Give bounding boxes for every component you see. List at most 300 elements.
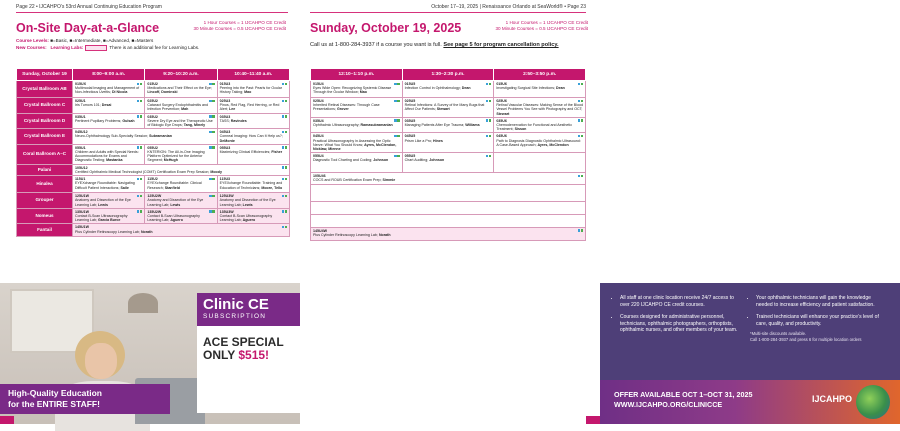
course-speaker: Norath [140,229,153,234]
course-code: 055U2 [147,145,158,150]
level-square-icon [397,155,400,158]
course-level-icons [485,119,491,123]
level-square-icon [212,115,215,118]
learning-labs-text: There is an additional fee for Learning Labs. [109,44,200,50]
course-level-icons [209,99,215,103]
course-speaker: Johnson [429,158,445,163]
course-title: Pinos, Red Flag, Red Herring, or Red Alert; [219,103,280,112]
level-square-icon [212,100,215,103]
course-title: Iris Tumors 101; [75,103,101,108]
course-level-icons [281,166,287,170]
course-speaker: Simmie [382,178,396,183]
running-head-left: Page 22 • IJCAHPO’s 53rd Annual Continuing Education Program [16,4,162,10]
new-courses-label: New Courses: [16,44,47,50]
course-code: 125U1W [75,194,89,199]
course-code: 015U3 [219,82,231,86]
course-speaker: Dean [461,86,471,91]
course-speaker: Di Nicola [111,90,128,95]
course-cell [494,153,586,173]
course-level-icons [281,115,287,119]
course-level-icons [394,154,400,158]
page-corner-mark [0,416,14,424]
course-speaker: Lewis [242,202,253,207]
course-level-icons [209,177,215,181]
table-row [311,133,586,153]
course-speaker: Tang, Minely [183,123,206,128]
course-cell [73,193,145,209]
course-level-icons [577,174,583,178]
time-column-header: 2:50–3:50 p.m. [494,69,586,81]
course-cell [494,81,586,98]
course-level-icons [485,154,491,158]
level-square-icon [581,83,584,86]
course-title: COCS and ROUB Certification Exam Prep; [313,178,382,183]
level-square-icon [140,100,143,103]
level-square-icon [212,178,215,181]
course-speaker: Sisson [514,127,527,132]
level-square-icon [489,100,492,103]
table-row [17,176,290,193]
benefit-item: • Courses designed for administrative personnel, technicians, ophthalmic photographers, orthoptists, ophthalmic nurses, and other members of your team. [620,314,744,334]
table-row [17,164,290,175]
course-title: Infection Control in Ophthalmology; [404,86,461,91]
level-square-icon [581,135,584,138]
course-speaker: Hines [433,138,443,143]
level-square-icon [285,146,288,149]
running-head-right: October 17–19, 2025 | Renaissance Orlando at SeaWorld® • Page 23 [431,4,586,10]
call-note: Call us at 1-800-284-3937 if a course you want is full. See page 5 for program cancellation policy. [310,42,559,48]
course-level-icons [136,210,142,214]
level-square-icon [489,83,492,86]
course-title: Medications and Their Effect on the Eye; [147,86,212,91]
course-title: Chart Auditing; [404,158,429,163]
level-square-icon [489,119,492,122]
course-code: 115U1 [75,177,86,182]
course-cell [73,113,145,129]
level-square-icon [212,83,215,86]
course-speaker: Moody [210,170,222,175]
course-code: 035U2 [147,114,158,119]
course-code: 045U5 [404,134,416,139]
course-level-icons [394,134,400,138]
staff-tagline: High-Quality Education for the ENTIRE STAFF! [0,384,170,414]
offer-price-line: ONLY $515! [203,348,270,362]
course-code: 105U46 [313,174,326,179]
course-cell [402,133,494,153]
course-title: Cataract Surgery Endophthalmitis and Infection Prevention; [147,103,209,112]
course-cell [217,113,289,129]
course-level-icons [485,134,491,138]
course-speaker: Ravindes [230,118,247,123]
left-page [0,0,300,424]
table-row [311,117,586,133]
course-code: 015U2 [147,82,158,86]
schedule-table-left [16,68,290,237]
table-row [311,184,586,201]
level-square-icon [140,195,143,198]
course-title: Chemodenervation for Functional and Aesthetic Treatment; [496,123,573,132]
course-cell [73,164,290,175]
course-code: 015U4 [313,82,324,86]
level-square-icon [285,100,288,103]
multi-site-note: *Multi-site discounts available. Call 1-800-284-3937 and press 6 for multiple location orders [750,331,862,342]
benefit-item: • Trained technicians will enhance your practice’s level of care, quality, and productivity. [756,314,880,327]
course-title: Conneal Imaging: How Can It Help us?; [219,134,283,139]
course-cell [311,81,403,98]
clinic-ce-offer-box [197,293,300,413]
globe-logo-icon [856,385,890,419]
course-cell [402,117,494,133]
course-cell [402,98,494,118]
course-cell [217,98,289,114]
level-square-icon [581,229,584,232]
course-code: 135U1W [75,209,89,214]
table-row [311,153,586,173]
course-cell [217,176,289,193]
offer-price: $515! [238,348,270,362]
course-speaker: Johnson [373,158,389,163]
header-rule [310,12,586,13]
course-title: Anatomy and Dissection of the Eye Learning Lab; [219,198,276,207]
right-page [300,0,879,424]
room-label: Crystal Ballroom D [17,113,73,129]
course-cell [73,98,145,114]
course-level-icons [485,82,491,86]
course-speaker: Grover [336,107,349,112]
course-level-icons [577,119,583,123]
course-title: Children and Adults with Special Needs: Accommodations for Exams and Diagnostic Testing; [75,150,139,163]
course-speaker: Stewart [436,107,450,112]
course-speaker: Subramanian [149,134,172,139]
lamp-image [128,293,158,313]
cancellation-policy-link[interactable]: See page 5 for program cancellation policy. [443,42,559,48]
course-code: 045U6 [496,134,507,139]
table-row [311,227,586,240]
level-square-icon [140,178,143,181]
course-speaker: Fisher [271,150,283,155]
course-speaker: Mao [359,90,367,95]
course-level-icons [577,82,583,86]
course-cell [311,98,403,118]
level-square-icon [140,210,143,213]
course-title: Maximizing Clinical Efficiencies; [219,150,271,155]
course-title: Path to Diagnosis Diagnostic Ophthalmic Ultrasound: A Case-Based Approach; [496,138,581,147]
course-speaker: Lincoff, Dominski [147,90,178,95]
time-column-header: 1:30–2:30 p.m. [402,69,494,81]
course-cell [311,117,403,133]
course-cell [217,144,289,164]
course-speaker: Mastanka [106,158,123,163]
offer-title: Clinic CE [203,296,269,313]
course-title: Ophthalmic Ultrasonography; [313,123,360,128]
table-row [17,113,290,129]
page-corner-mark [586,416,600,424]
credit-note-left [193,20,286,32]
room-label: Coral Ballroom A–C [17,144,73,164]
course-code: 055U5 [404,154,416,159]
course-title: Eyes Wide Open: Recognizing Systemic Disease Through the Ocular Window; [313,86,392,95]
course-code: 015UX [75,82,86,86]
clinic-ce-ad-photo [0,283,300,424]
course-code: 035U3 [219,114,231,119]
course-code: 025U6 [496,99,507,103]
table-row [311,98,586,118]
course-cell [73,81,145,98]
course-title: Pertinent Pupillary Problems; [75,118,122,123]
course-level-icons [577,229,583,233]
course-cell [145,144,217,164]
course-speaker: Mah [181,107,189,112]
course-title: Anatomy and Dissection of the Eye Learning Lab; [75,198,131,207]
page-title-left: On-Site Day-at-a-Glance [16,21,160,35]
level-square-icon [212,195,215,198]
course-speaker: Lewis [170,202,181,207]
clinic-ce-ad-info [600,283,900,424]
level-square-icon [285,178,288,181]
level-square-icon [285,226,288,229]
course-level-icons [394,119,400,123]
course-level-icons [209,130,215,134]
room-label: Crystal Ballroom C [17,98,73,114]
level-square-icon [397,119,400,122]
course-title: Multimodal Imaging and Management of Non-Infectious Uveitis; [75,86,140,95]
course-code: 025U4 [313,99,324,103]
level-square-icon [285,83,288,86]
course-title: Investigating Surgical Site Infections; [496,86,556,91]
course-level-icons [394,99,400,103]
level-square-icon [581,100,584,103]
table-row [17,129,290,145]
table-row [17,224,290,237]
course-cell [311,214,586,227]
course-speaker: Stewart [496,111,510,116]
room-label: Nomeus [17,208,73,224]
course-code: 145U4W [313,228,327,233]
level-square-icon [581,175,584,178]
course-code: 125U2W [147,194,162,199]
course-cell [73,144,145,164]
course-speaker: Garcia Burce [97,218,121,223]
table-row [17,144,290,164]
course-cell [402,81,494,98]
course-speaker: Norath [378,232,391,237]
course-speaker: Ramasubramanian [360,123,393,128]
course-title: Anatomy and Dissection of the Eye Learning Lab; [147,198,204,207]
offer-url[interactable]: WWW.IJCAHPO.ORG/CLINICCE [614,400,723,409]
time-column-header: 8:00–9:00 a.m. [73,69,145,81]
table-row [17,81,290,98]
course-speaker: Ayres, McClendon, Nicklaw, Mienne [313,142,397,152]
course-speaker: Dean [556,86,565,91]
ijcahpo-logo-text: IJCAHPO [811,394,852,404]
course-code: 115U3 [219,177,231,182]
course-title: Contact B-Scan Ultrasonography Learning Lab; [219,214,273,223]
course-code: 145U1W [75,225,89,230]
course-code: 015U6 [496,82,507,86]
course-cell [145,81,217,98]
credit-note-right [495,20,588,32]
table-row [311,173,586,184]
level-square-icon [489,155,492,158]
level-square-icon [397,83,400,86]
course-code: 055U4 [313,154,324,159]
table-row [311,214,586,227]
offer-bar [600,380,900,424]
offer-dates: OFFER AVAILABLE OCT 1–OCT 31, 2025 [614,390,753,399]
course-title: Retinal Vascular Diseases: Making Sense of the Blood Vessel Problems You See with Photography and OCT; [496,103,583,112]
course-title: EYEXchange Roundtable: Navigating Difficult Patient Interactions; [75,181,135,190]
table-row [17,193,290,209]
course-speaker: Mao [244,90,252,95]
course-code: 045U3 [219,130,231,135]
course-cell [73,208,145,224]
benefits-column-1 [614,295,744,340]
course-code: 025U5 [404,99,416,103]
level-square-icon [285,131,288,134]
levels-text: ■=Basic, ■=Intermediate, ■=Advanced, ■=Masters [50,38,154,43]
course-code: 025U2 [147,99,158,103]
course-cell [311,227,586,240]
page-title-right: Sunday, October 19, 2025 [310,21,462,35]
course-code: 035U5 [404,118,416,123]
course-speaker: Lewis [97,202,108,207]
course-title: KNTERION: The All-in-One Imaging Platform Optimized for the Anterior Segment; [147,150,205,163]
course-speaker: Gulsah [122,118,135,123]
course-level-icons [209,210,215,214]
credit-line-1: 1 Hour Courses = 1 IJCAHPO CE Credit [505,20,588,25]
credit-line-1: 1 Hour Courses = 1 IJCAHPO CE Credit [203,20,286,25]
room-label: Grouper [17,193,73,209]
benefit-item: • All staff at one clinic location receive 24/7 access to over 220 IJCAHPO CE credit courses. [620,295,744,308]
course-title: Severe Dry Eye and the Therapeutic Use of Biologic Eye Drops; [147,118,213,128]
course-title: Contact B-Scan Ultrasonography Learning Lab; [147,214,200,223]
header-rule [16,12,288,13]
room-label: Hinalea [17,176,73,193]
course-speaker: Moore, Tello [261,185,283,190]
course-code: 035U1 [75,114,86,119]
course-title: Managing Patients After Eye Trauma; [404,123,465,128]
level-square-icon [285,166,288,169]
course-title: EYEXchange Roundtable: Clinical Research; [147,181,202,190]
course-code: 025U3 [219,99,231,103]
learning-labs-label: Learning Labs: [50,44,84,50]
course-cell [217,193,289,209]
course-cell [145,113,217,129]
credit-line-2: 30 Minute Courses = 0.5 IJCAHPO CE Credit [495,26,588,31]
table-row [311,81,586,98]
benefits-column-2 [750,295,880,342]
learning-lab-swatch [85,45,107,51]
ace-special-text: ACE SPECIAL [203,335,284,349]
course-level-icons [136,177,142,181]
course-legend [16,38,199,51]
course-title: TASS; [219,118,230,123]
course-cell [145,208,217,224]
course-cell [217,129,289,145]
course-speaker: DeMonte [219,138,235,143]
level-square-icon [212,210,215,213]
course-code: 125U3W [219,194,234,199]
course-speaker: McHugh [163,158,178,163]
course-speaker: Stanfield [164,185,180,190]
course-code: 135U3W [219,209,234,214]
course-level-icons [485,99,491,103]
credit-line-2: 30 Minute Courses = 0.5 IJCAHPO CE Credit [193,26,286,31]
course-code: 015U5 [404,82,416,86]
course-cell [73,224,290,237]
course-level-icons [281,210,287,214]
course-level-icons [136,194,142,198]
level-square-icon [140,146,143,149]
course-title: Certified Ophthalmic Medical Technologist (COMT) Certification Exam Prep Session; [75,170,210,175]
course-code: 045U12 [75,130,88,135]
levels-label: Course Levels: [16,38,49,43]
course-code: 055U3 [219,145,231,150]
level-square-icon [212,131,215,134]
level-square-icon [397,100,400,103]
course-cell [494,98,586,118]
course-title: Plus Cylinder Retinoscopy Learning Lab; [75,229,140,234]
course-level-icons [281,225,287,229]
table-row [17,208,290,224]
level-square-icon [140,115,143,118]
benefit-item: • Your ophthalmic technicians will gain the knowledge needed to increase efficiency and patient satisfaction. [756,295,880,308]
course-title: Practical Ultrasonography in Assessing the Optic Nerve: What You Should Know; [313,138,391,147]
level-square-icon [397,135,400,138]
course-cell [73,129,218,145]
schedule-table-right [310,68,586,241]
course-cell [494,133,586,153]
course-level-icons [209,146,215,150]
course-cell [402,153,494,173]
course-code: 035U6 [496,118,507,123]
course-title: Contact B-Scan Ultrasonography Learning Lab; [75,214,128,223]
level-square-icon [489,135,492,138]
table-row [17,98,290,114]
course-title: Neuro-Ophthalmology Sub-Specialty Session; [75,134,149,139]
course-cell [311,184,586,201]
course-level-icons [394,82,400,86]
level-square-icon [581,119,584,122]
course-title: Plus Cylinder Retinoscopy Learning Lab; [313,232,378,237]
course-title: Inherited Retinal Diseases: Through Case Presentations; [313,103,380,112]
course-code: 105U12 [75,165,88,170]
course-speaker: Williams [465,123,480,128]
time-column-header: 10:40–11:40 a.m. [217,69,289,81]
course-title: EYEXchange Roundtable: Training and Education of Technicians; [219,181,283,190]
course-title: Diagnostic Tool Charting and Coding; [313,158,373,163]
offer-subtitle: SUBSCRIPTION [203,313,267,320]
course-level-icons [281,194,287,198]
level-square-icon [212,146,215,149]
course-title: Prism Like a Pro; [404,138,433,143]
course-cell [311,201,586,214]
course-speaker: Desai [101,103,112,108]
course-cell [217,208,289,224]
level-square-icon [140,83,143,86]
course-cell [145,98,217,114]
course-cell [145,176,217,193]
course-title: Peering into the Past: Pearls for Ocular History Taking; [219,86,282,95]
course-cell [494,117,586,133]
course-speaker: Saile [120,185,129,190]
course-cell [311,153,403,173]
room-label: Crystal Ballroom E [17,129,73,145]
course-speaker: Lee [229,107,236,112]
course-speaker: Aguero [242,218,256,223]
course-speaker: Ayres, McClendon [537,142,569,147]
course-level-icons [136,99,142,103]
